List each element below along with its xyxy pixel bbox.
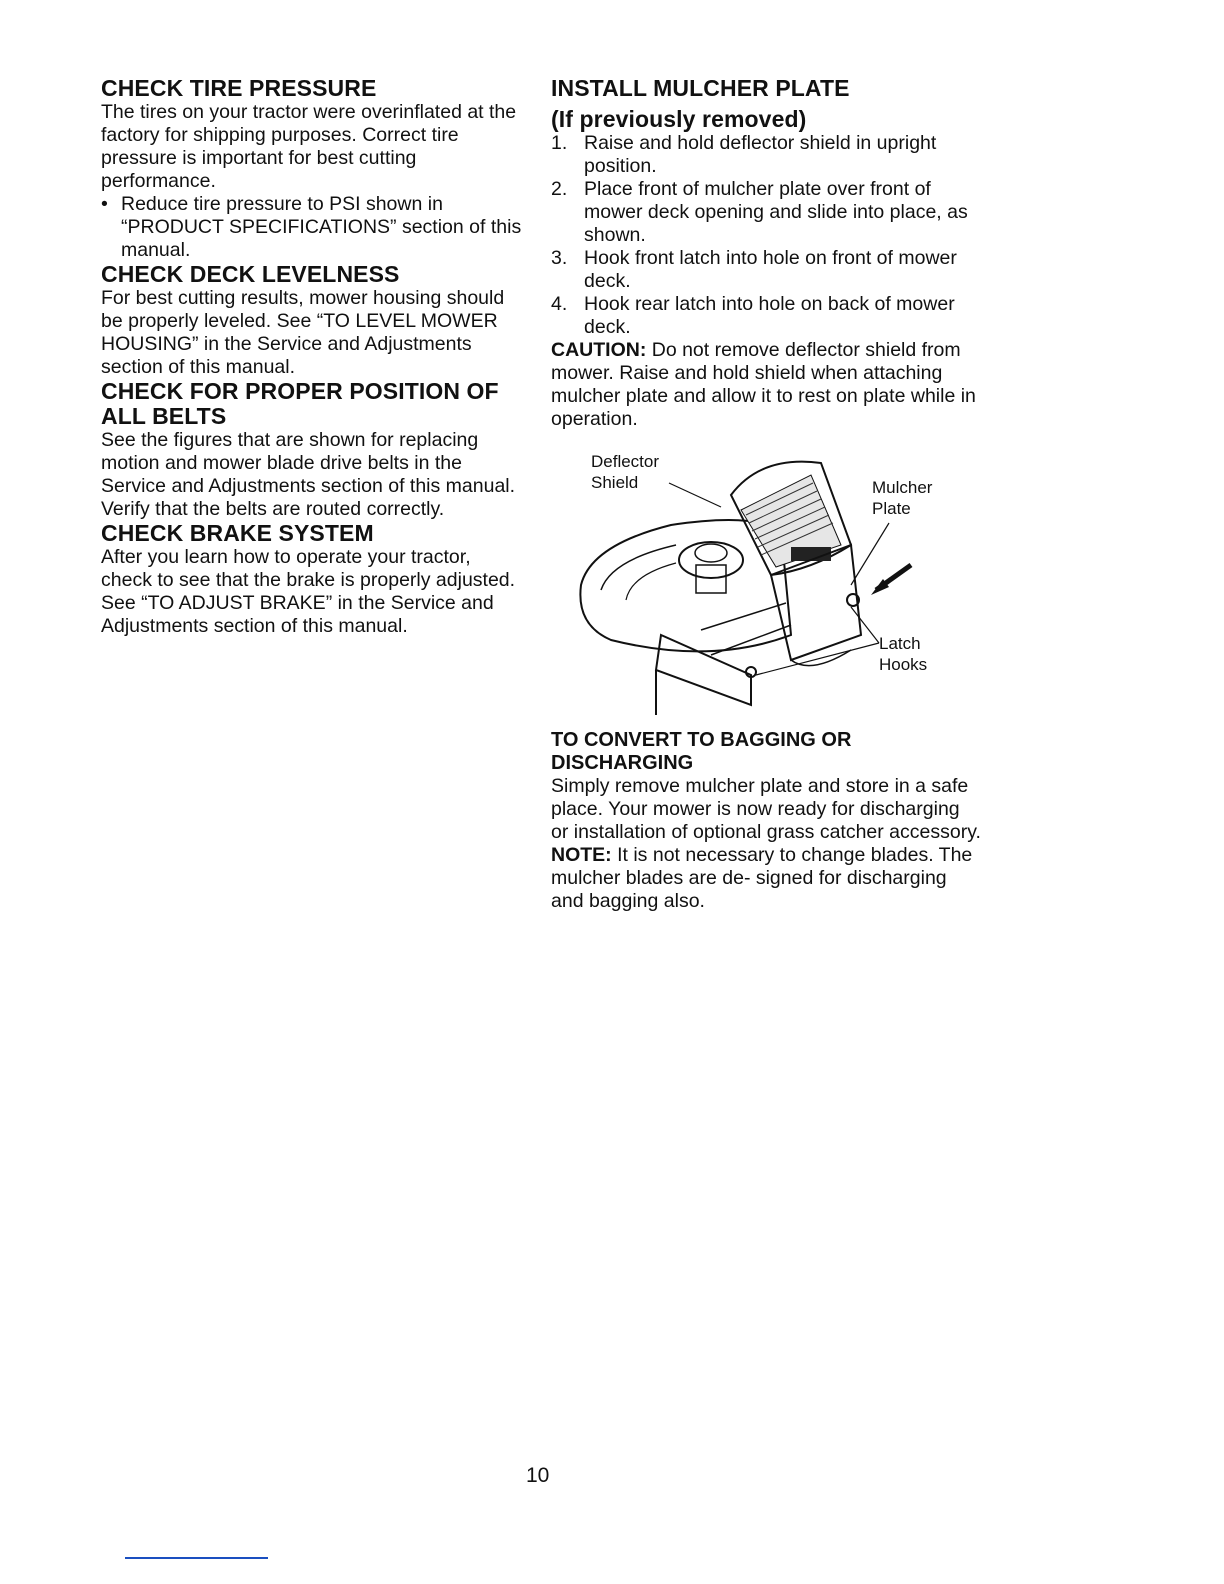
step-number: 4. [551, 293, 568, 315]
note-paragraph [551, 844, 981, 913]
latch-hooks-label-line1: Latch [879, 634, 921, 653]
right-column [551, 76, 981, 913]
caution-label: CAUTION: [551, 339, 647, 361]
step-number: 2. [551, 178, 568, 200]
note-text: It is not necessary to change blades. The mulcher blades are de- signed for discharging and bagging also. [551, 844, 973, 912]
install-mulcher-subheading: (If previously removed) [551, 106, 807, 132]
caution-text: Do not remove deflector shield from mower. Raise and hold shield when attaching mulcher plate and allow it to rest on plate while in operation. [551, 339, 976, 430]
deflector-label-line1: Deflector [591, 452, 660, 471]
note-label: NOTE: [551, 844, 612, 866]
convert-heading: TO CONVERT TO BAGGING OR DISCHARGING [551, 729, 852, 774]
step-number: 1. [551, 132, 568, 154]
mulcher-plate-label-line1: Mulcher [872, 478, 933, 497]
list-item [551, 132, 981, 178]
check-brake-heading: CHECK BRAKE SYSTEM [101, 520, 374, 546]
belts-body: See the figures that are shown for replacing motion and mower blade drive belts in the Service and Adjustments section of this manual. Verify that the belts are routed correctly. [101, 429, 516, 520]
deflector-label-line2: Shield [591, 473, 639, 492]
check-belts-heading: CHECK FOR PROPER POSITION OF ALL BELTS [101, 378, 499, 429]
latch-hooks-label-line2: Hooks [879, 655, 928, 674]
deck-levelness-body: For best cutting results, mower housing should be properly leveled. See “TO LEVEL MOWER HOUSING” in the Service and Adjustments section of this manual. [101, 287, 505, 378]
footer-rule [125, 1557, 268, 1559]
step-text: Place front of mulcher plate over front of mower deck opening and slide into place, as shown. [584, 178, 968, 246]
mulcher-steps-list [551, 132, 981, 339]
step-number: 3. [551, 247, 568, 269]
bullet-text: Reduce tire pressure to PSI shown in “PRODUCT SPECIFICATIONS” section of this manual. [121, 193, 522, 261]
brake-body: After you learn how to operate your tractor, check to see that the brake is properly adjusted. See “TO ADJUST BRAKE” in the Service and Adjustments section of this manual. [101, 546, 516, 637]
caution-paragraph [551, 339, 981, 431]
tire-pressure-body: The tires on your tractor were overinflated at the factory for shipping purposes. Correct tire pressure is important for best cutting performance. [101, 101, 517, 192]
step-text: Hook front latch into hole on front of mower deck. [584, 247, 957, 292]
install-mulcher-heading: INSTALL MULCHER PLATE [551, 75, 850, 101]
list-item [551, 247, 981, 293]
check-deck-levelness-heading: CHECK DECK LEVELNESS [101, 261, 400, 287]
mulcher-plate-figure [551, 435, 981, 725]
step-text: Raise and hold deflector shield in upright position. [584, 132, 937, 177]
page-number: 10 [526, 1464, 550, 1487]
left-column [101, 76, 526, 638]
list-item [551, 178, 981, 247]
tire-pressure-bullet [101, 193, 526, 262]
list-item [551, 293, 981, 339]
step-text: Hook rear latch into hole on back of mower deck. [584, 293, 955, 338]
check-tire-pressure-heading: CHECK TIRE PRESSURE [101, 75, 377, 101]
mulcher-plate-label-line2: Plate [872, 499, 911, 518]
convert-body: Simply remove mulcher plate and store in a safe place. Your mower is now ready for discharging or installation of optional grass catcher accessory. [551, 775, 981, 843]
bullet-mark: • [101, 193, 108, 215]
